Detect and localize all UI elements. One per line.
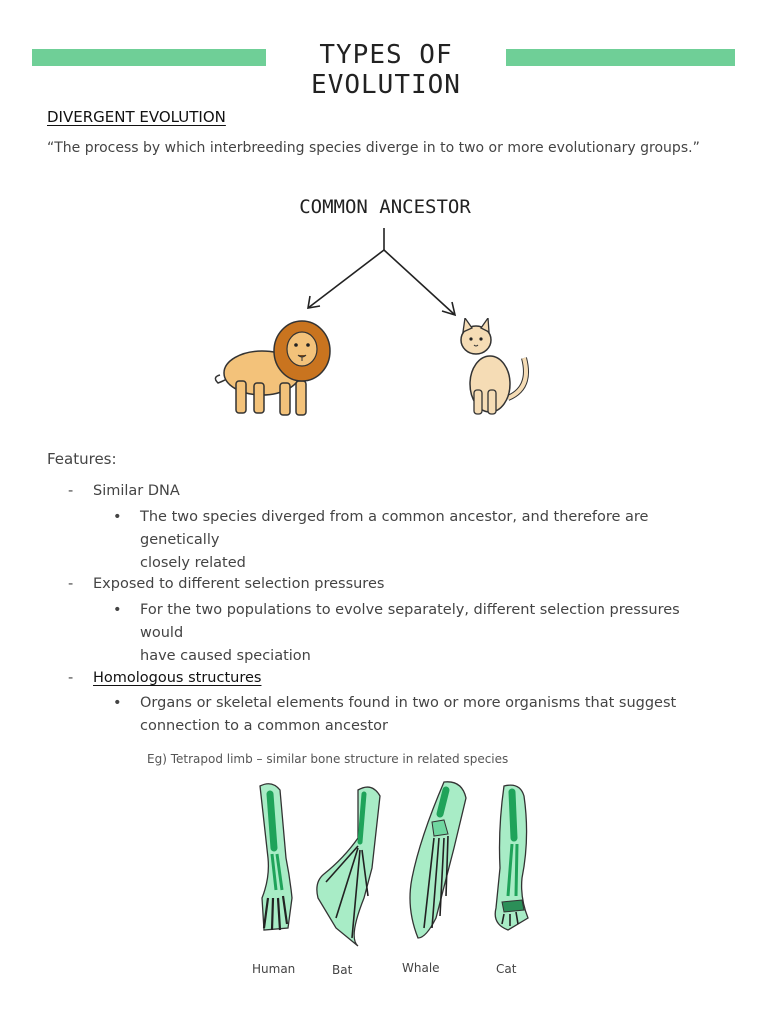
limb-label-whale: Whale: [402, 961, 440, 975]
bat-limb: [317, 787, 380, 946]
definition-text: “The process by which interbreeding species diverge in to two or more evolutionary groups.”: [47, 140, 700, 156]
title-bar: [0, 40, 768, 100]
lion-illustration: [210, 315, 335, 425]
cat-illustration: [450, 318, 540, 418]
feature-name: Homologous structures: [93, 670, 262, 686]
common-ancestor-label: COMMON ANCESTOR: [299, 196, 471, 218]
title-accent-left: [32, 49, 266, 66]
limb-label-human: Human: [252, 962, 296, 976]
tetrapod-limbs-illustration: [240, 778, 560, 958]
whale-limb: [410, 782, 466, 938]
cat-limb: [495, 785, 528, 930]
feature-homologous-structures: - Homologous structures: [68, 670, 262, 686]
divergence-arrows: [200, 220, 480, 320]
feature-name: Similar DNA: [93, 483, 180, 499]
human-limb: [260, 784, 292, 930]
title-accent-right: [506, 49, 735, 66]
section-heading: DIVERGENT EVOLUTION: [47, 108, 226, 126]
features-label: Features:: [47, 450, 117, 468]
feature-name: Exposed to different selection pressures: [93, 576, 385, 592]
limb-label-cat: Cat: [496, 962, 517, 976]
feature-selection-pressures: - Exposed to different selection pressures: [68, 576, 385, 592]
page-title: TYPES OF EVOLUTION: [311, 40, 461, 100]
limb-label-bat: Bat: [332, 963, 353, 977]
example-caption: Eg) Tetrapod limb – similar bone structure in related species: [147, 752, 509, 766]
feature-similar-dna: - Similar DNA: [68, 483, 180, 499]
